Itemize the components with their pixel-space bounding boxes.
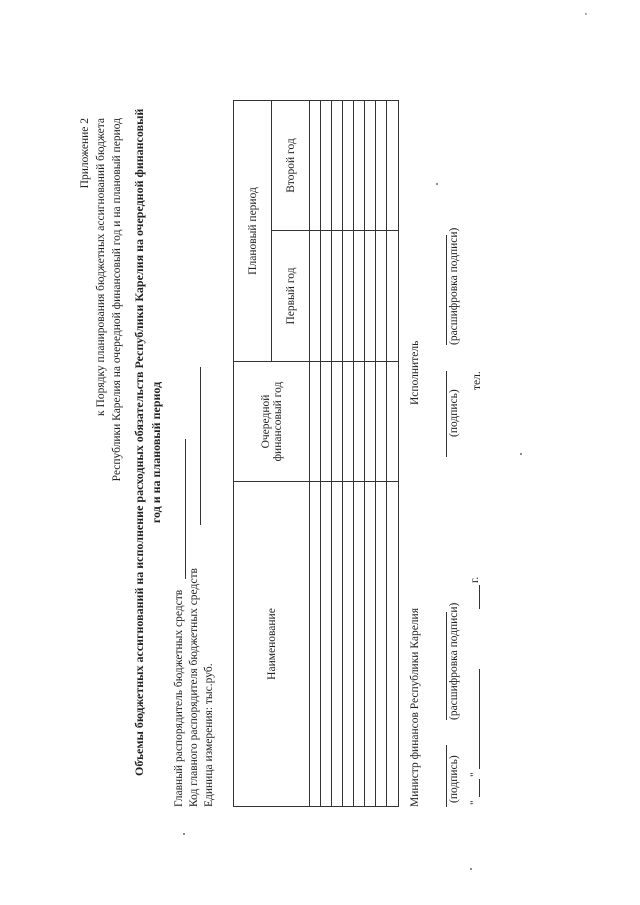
document-title: Объемы бюджетных ассигнований на исполнение расходных обязательств Республики Карелия на очередной финансовый (132, 108, 146, 776)
table-row (343, 100, 354, 806)
executor-sign-caption: (подпись) (448, 389, 460, 437)
minister-sign-caption: (подпись) (448, 755, 460, 803)
table-row (310, 100, 321, 806)
table-row (321, 100, 332, 806)
header-year-1: Первый год (272, 231, 310, 362)
annex-reference: к Порядку планирования бюджетных ассигнований бюджета (95, 118, 107, 416)
executor-decode-caption: (расшифровка подписи) (448, 227, 460, 345)
date-quote-close: " (469, 772, 481, 777)
field-code-line (200, 367, 201, 525)
minister-decode-caption: (расшифровка подписи) (448, 602, 460, 720)
annex-number: Приложение 2 (79, 118, 91, 189)
date-quote-open: " (469, 800, 481, 805)
executor-label: Исполнитель (409, 340, 421, 405)
scan-mark: ˈ (583, 11, 589, 27)
header-year-2: Второй год (272, 100, 310, 230)
executor-sign-line (446, 371, 447, 457)
table-row (387, 100, 399, 806)
appropriations-table (233, 100, 399, 807)
date-year-line (479, 585, 480, 609)
date-month-line (479, 669, 480, 769)
field-code-label: Код главного распорядителя бюджетных средств (188, 568, 200, 807)
table-row (354, 100, 365, 806)
field-unit: Единица измерения: тыс.руб. (203, 663, 215, 807)
scan-dot (470, 868, 472, 870)
table-row (332, 100, 343, 806)
header-name: Наименование (234, 482, 310, 807)
executor-decode-line (446, 235, 447, 345)
minister-decode-line (446, 612, 447, 720)
phone-label: тел. (471, 371, 483, 390)
document-title-cont: год и на плановый период (149, 381, 163, 524)
field-manager-line (185, 439, 186, 579)
table-row (365, 100, 376, 806)
header-current-year: Очередной финансовый год (234, 362, 310, 482)
date-year-suffix: г. (469, 576, 481, 583)
field-manager-label: Главный распорядитель бюджетных средств (173, 589, 185, 807)
header-plan-period: Плановый период (234, 100, 272, 361)
minister-label: Министр финансов Республики Карелия (409, 608, 421, 807)
scan-dot (520, 453, 522, 455)
minister-sign-line (446, 745, 447, 807)
scan-dot (436, 183, 438, 185)
table-header-row (234, 100, 272, 806)
annex-reference-cont: Республики Карелия на очередной финансовый год и на плановый период (111, 118, 123, 482)
scan-dot (183, 833, 185, 835)
date-day-line (479, 779, 480, 797)
table-row (376, 100, 387, 806)
